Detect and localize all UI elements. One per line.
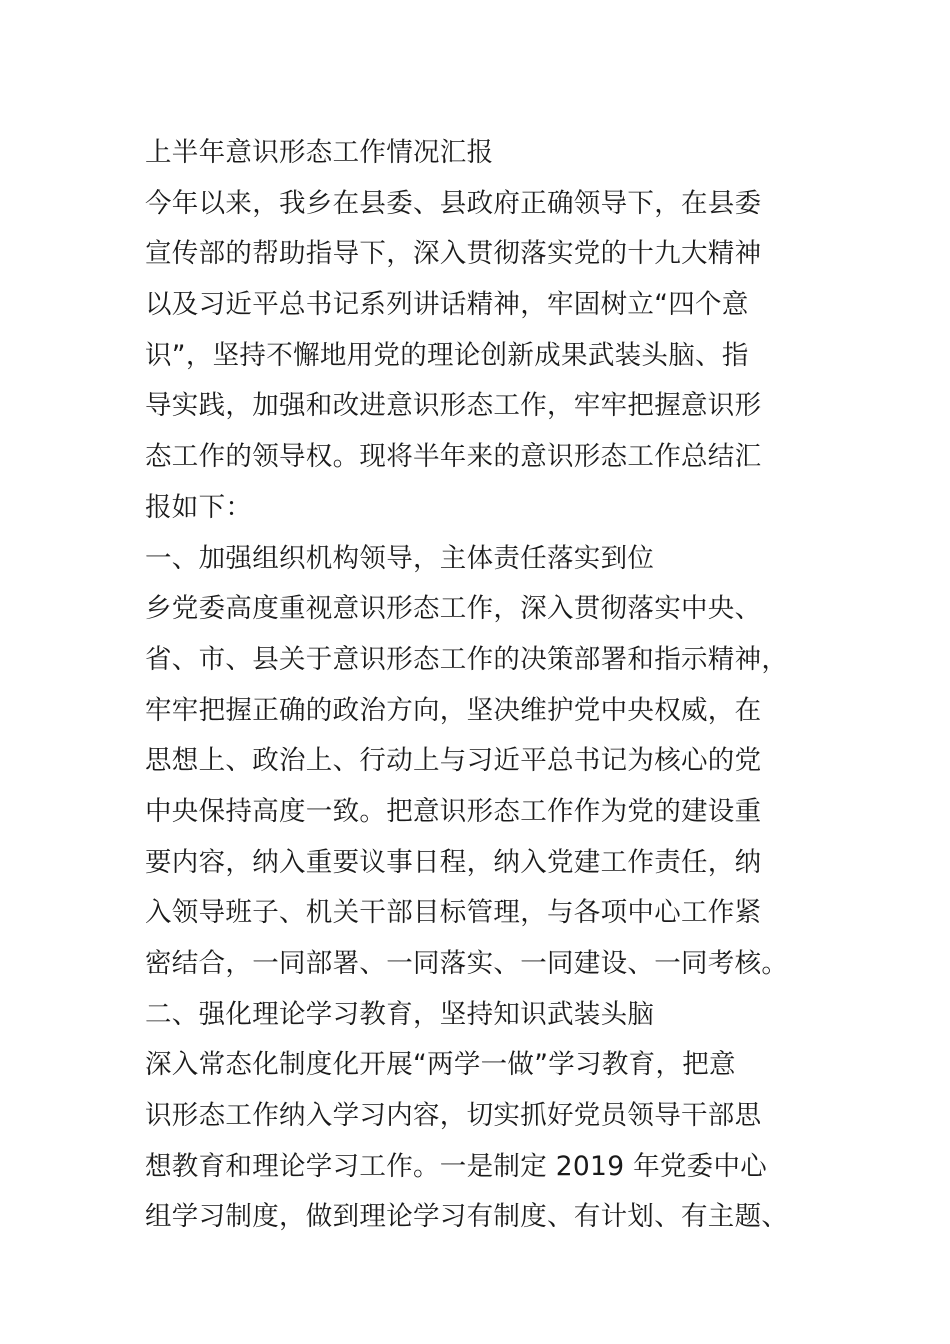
paragraph-line: 要内容，纳入重要议事日程，纳入党建工作责任，纳 [145,846,762,878]
paragraph-line: 态工作的领导权。现将半年来的意识形态工作总结汇 [145,441,762,473]
paragraph-line: 密结合，一同部署、一同落实、一同建设、一同考核。 [145,948,789,979]
paragraph-line: 今年以来，我乡在县委、县政府正确领导下，在县委 [145,187,762,219]
paragraph-intro [145,179,835,534]
section-heading-1 [145,534,835,585]
paragraph-line: 深入常态化制度化开展“两学一做”学习教育，把意 [145,1049,736,1081]
paragraph-line: 想教育和理论学习工作。一是制定 2019 年党委中心 [145,1150,768,1182]
paragraph-section-2 [145,1040,835,1243]
paragraph-line: 识”，坚持不懈地用党的理论创新成果武装头脑、指 [145,339,749,371]
paragraph-line: 宣传部的帮助指导下，深入贯彻落实党的十九大精神 [145,238,762,270]
section-heading: 二、强化理论学习教育，坚持知识武装头脑 [145,998,655,1030]
paragraph-line: 识形态工作纳入学习内容，切实抓好党员领导干部思 [145,1100,762,1132]
paragraph-line: 省、市、县关于意识形态工作的决策部署和指示精神， [145,643,789,675]
section-heading-2 [145,990,835,1041]
paragraph-line: 报如下： [145,491,253,523]
paragraph-section-1 [145,584,835,990]
paragraph-line: 组学习制度，做到理论学习有制度、有计划、有主题、 [145,1201,789,1233]
paragraph-line: 以及习近平总书记系列讲话精神，牢固树立“四个意 [145,289,749,321]
paragraph-line: 思想上、政治上、行动上与习近平总书记为核心的党 [145,745,762,777]
paragraph-line: 入领导班子、机关干部目标管理，与各项中心工作紧 [145,897,762,929]
paragraph-line: 中央保持高度一致。把意识形态工作作为党的建设重 [145,795,762,827]
paragraph-line: 牢牢把握正确的政治方向，坚决维护党中央权威，在 [145,694,762,726]
document-body [145,128,835,1243]
section-heading: 一、加强组织机构领导，主体责任落实到位 [145,542,655,574]
document-title: 上半年意识形态工作情况汇报 [145,137,494,168]
paragraph-line: 乡党委高度重视意识形态工作，深入贯彻落实中央、 [145,593,762,625]
paragraph-line: 导实践，加强和改进意识形态工作，牢牢把握意识形 [145,390,762,422]
